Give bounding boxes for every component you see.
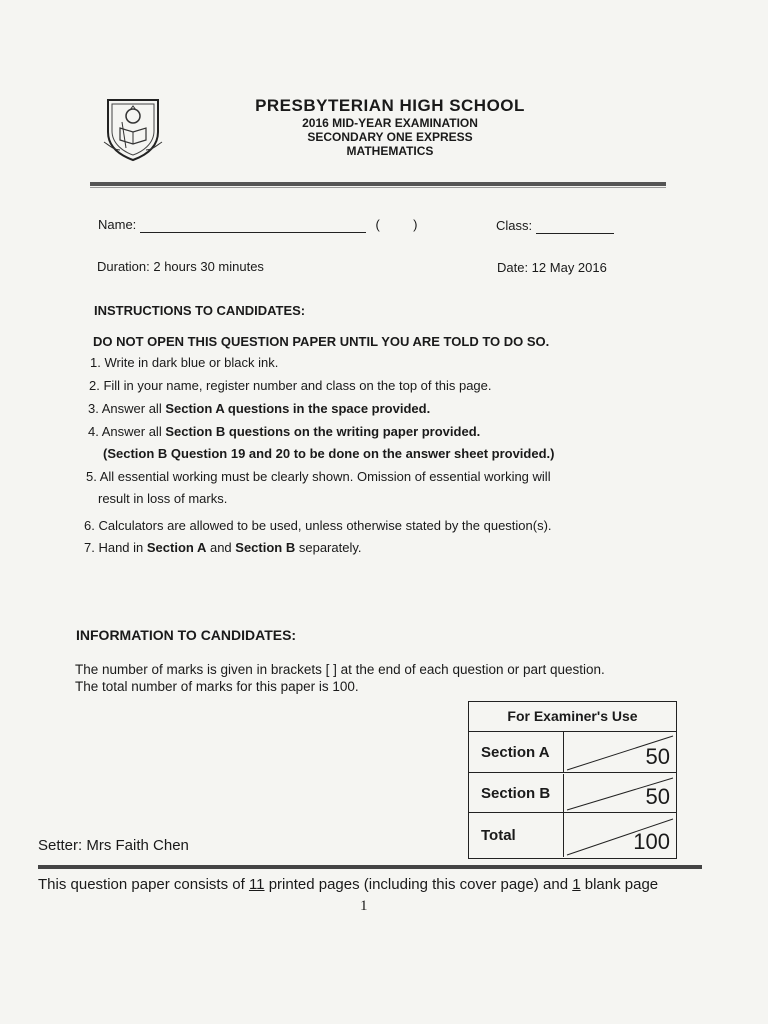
instruction-4 xyxy=(88,424,480,439)
page-count-note xyxy=(38,876,658,893)
header-rule xyxy=(90,182,666,186)
printed-pages-count: 11 xyxy=(248,876,265,893)
register-blank[interactable] xyxy=(384,217,410,232)
setter: Setter: Mrs Faith Chen xyxy=(38,837,189,854)
footer-rule xyxy=(38,865,702,869)
school-name: PRESBYTERIAN HIGH SCHOOL xyxy=(255,96,525,115)
instruction-3-lead: 3. Answer all xyxy=(88,401,166,416)
instruction-3 xyxy=(88,401,430,416)
row-label: Section B xyxy=(469,774,564,812)
name-blank[interactable] xyxy=(140,217,366,233)
school-crest xyxy=(100,96,166,162)
row-label: Total xyxy=(469,813,564,857)
instruction-1: 1. Write in dark blue or black ink. xyxy=(90,355,279,370)
footer-mid: printed pages (including this cover page) and xyxy=(264,876,573,893)
information-line-2: The total number of marks for this paper is 100. xyxy=(75,679,359,694)
row-value: 50 xyxy=(645,784,670,809)
instruction-7-section-b: Section B xyxy=(235,540,296,555)
row-label: Section A xyxy=(469,732,564,772)
instruction-7-lead: 7. Hand in xyxy=(84,540,147,555)
class-label: Class: xyxy=(496,218,533,233)
examiner-row-total xyxy=(469,813,676,857)
footer-post: blank page xyxy=(580,876,659,893)
register-paren-open: ( xyxy=(375,217,380,232)
exam-title: 2016 MID-YEAR EXAMINATION xyxy=(302,116,478,130)
row-value: 50 xyxy=(645,744,670,769)
name-label: Name: xyxy=(98,217,137,232)
information-heading: INFORMATION TO CANDIDATES: xyxy=(76,627,297,643)
instructions-warning: DO NOT OPEN THIS QUESTION PAPER UNTIL YOU ARE TOLD TO DO SO. xyxy=(93,334,550,349)
instruction-4-lead: 4. Answer all xyxy=(88,424,166,439)
blank-pages-count: 1 xyxy=(572,876,581,893)
page-number: 1 xyxy=(360,898,368,914)
instruction-2: 2. Fill in your name, register number and class on the top of this page. xyxy=(89,378,492,393)
row-value: 100 xyxy=(633,829,670,854)
instruction-7-section-a: Section A xyxy=(146,540,207,555)
instruction-7-and: and xyxy=(206,540,236,555)
examiner-row-section-b xyxy=(469,774,676,813)
instruction-4-note: (Section B Question 19 and 20 to be done on the answer sheet provided.) xyxy=(103,446,555,461)
exam-subject: MATHEMATICS xyxy=(346,144,434,158)
instruction-5-cont: result in loss of marks. xyxy=(98,491,228,506)
exam-level: SECONDARY ONE EXPRESS xyxy=(307,130,473,144)
instruction-7 xyxy=(84,540,362,555)
examiner-table-title: For Examiner's Use xyxy=(469,702,676,732)
class-field xyxy=(496,218,614,234)
footer-pre: This question paper consists of xyxy=(38,876,249,893)
class-blank[interactable] xyxy=(536,218,614,234)
information-line-1: The number of marks is given in brackets [ ] at the end of each question or part question. xyxy=(75,662,605,677)
instruction-3-emphasis: Section A questions in the space provided. xyxy=(165,401,431,416)
examiner-use-table xyxy=(468,701,677,859)
duration: Duration: 2 hours 30 minutes xyxy=(97,259,264,274)
instruction-6: 6. Calculators are allowed to be used, unless otherwise stated by the question(s). xyxy=(84,518,552,533)
register-paren-close: ) xyxy=(413,217,418,232)
instruction-5: 5. All essential working must be clearly shown. Omission of essential working will xyxy=(86,469,551,484)
instruction-4-emphasis: Section B questions on the writing paper provided. xyxy=(165,424,481,439)
instruction-7-tail: separately. xyxy=(295,540,362,555)
instructions-heading: INSTRUCTIONS TO CANDIDATES: xyxy=(94,303,306,318)
header-rule-thin xyxy=(90,187,666,188)
exam-date: Date: 12 May 2016 xyxy=(497,260,607,275)
examiner-row-section-a xyxy=(469,732,676,773)
name-field xyxy=(98,217,417,233)
